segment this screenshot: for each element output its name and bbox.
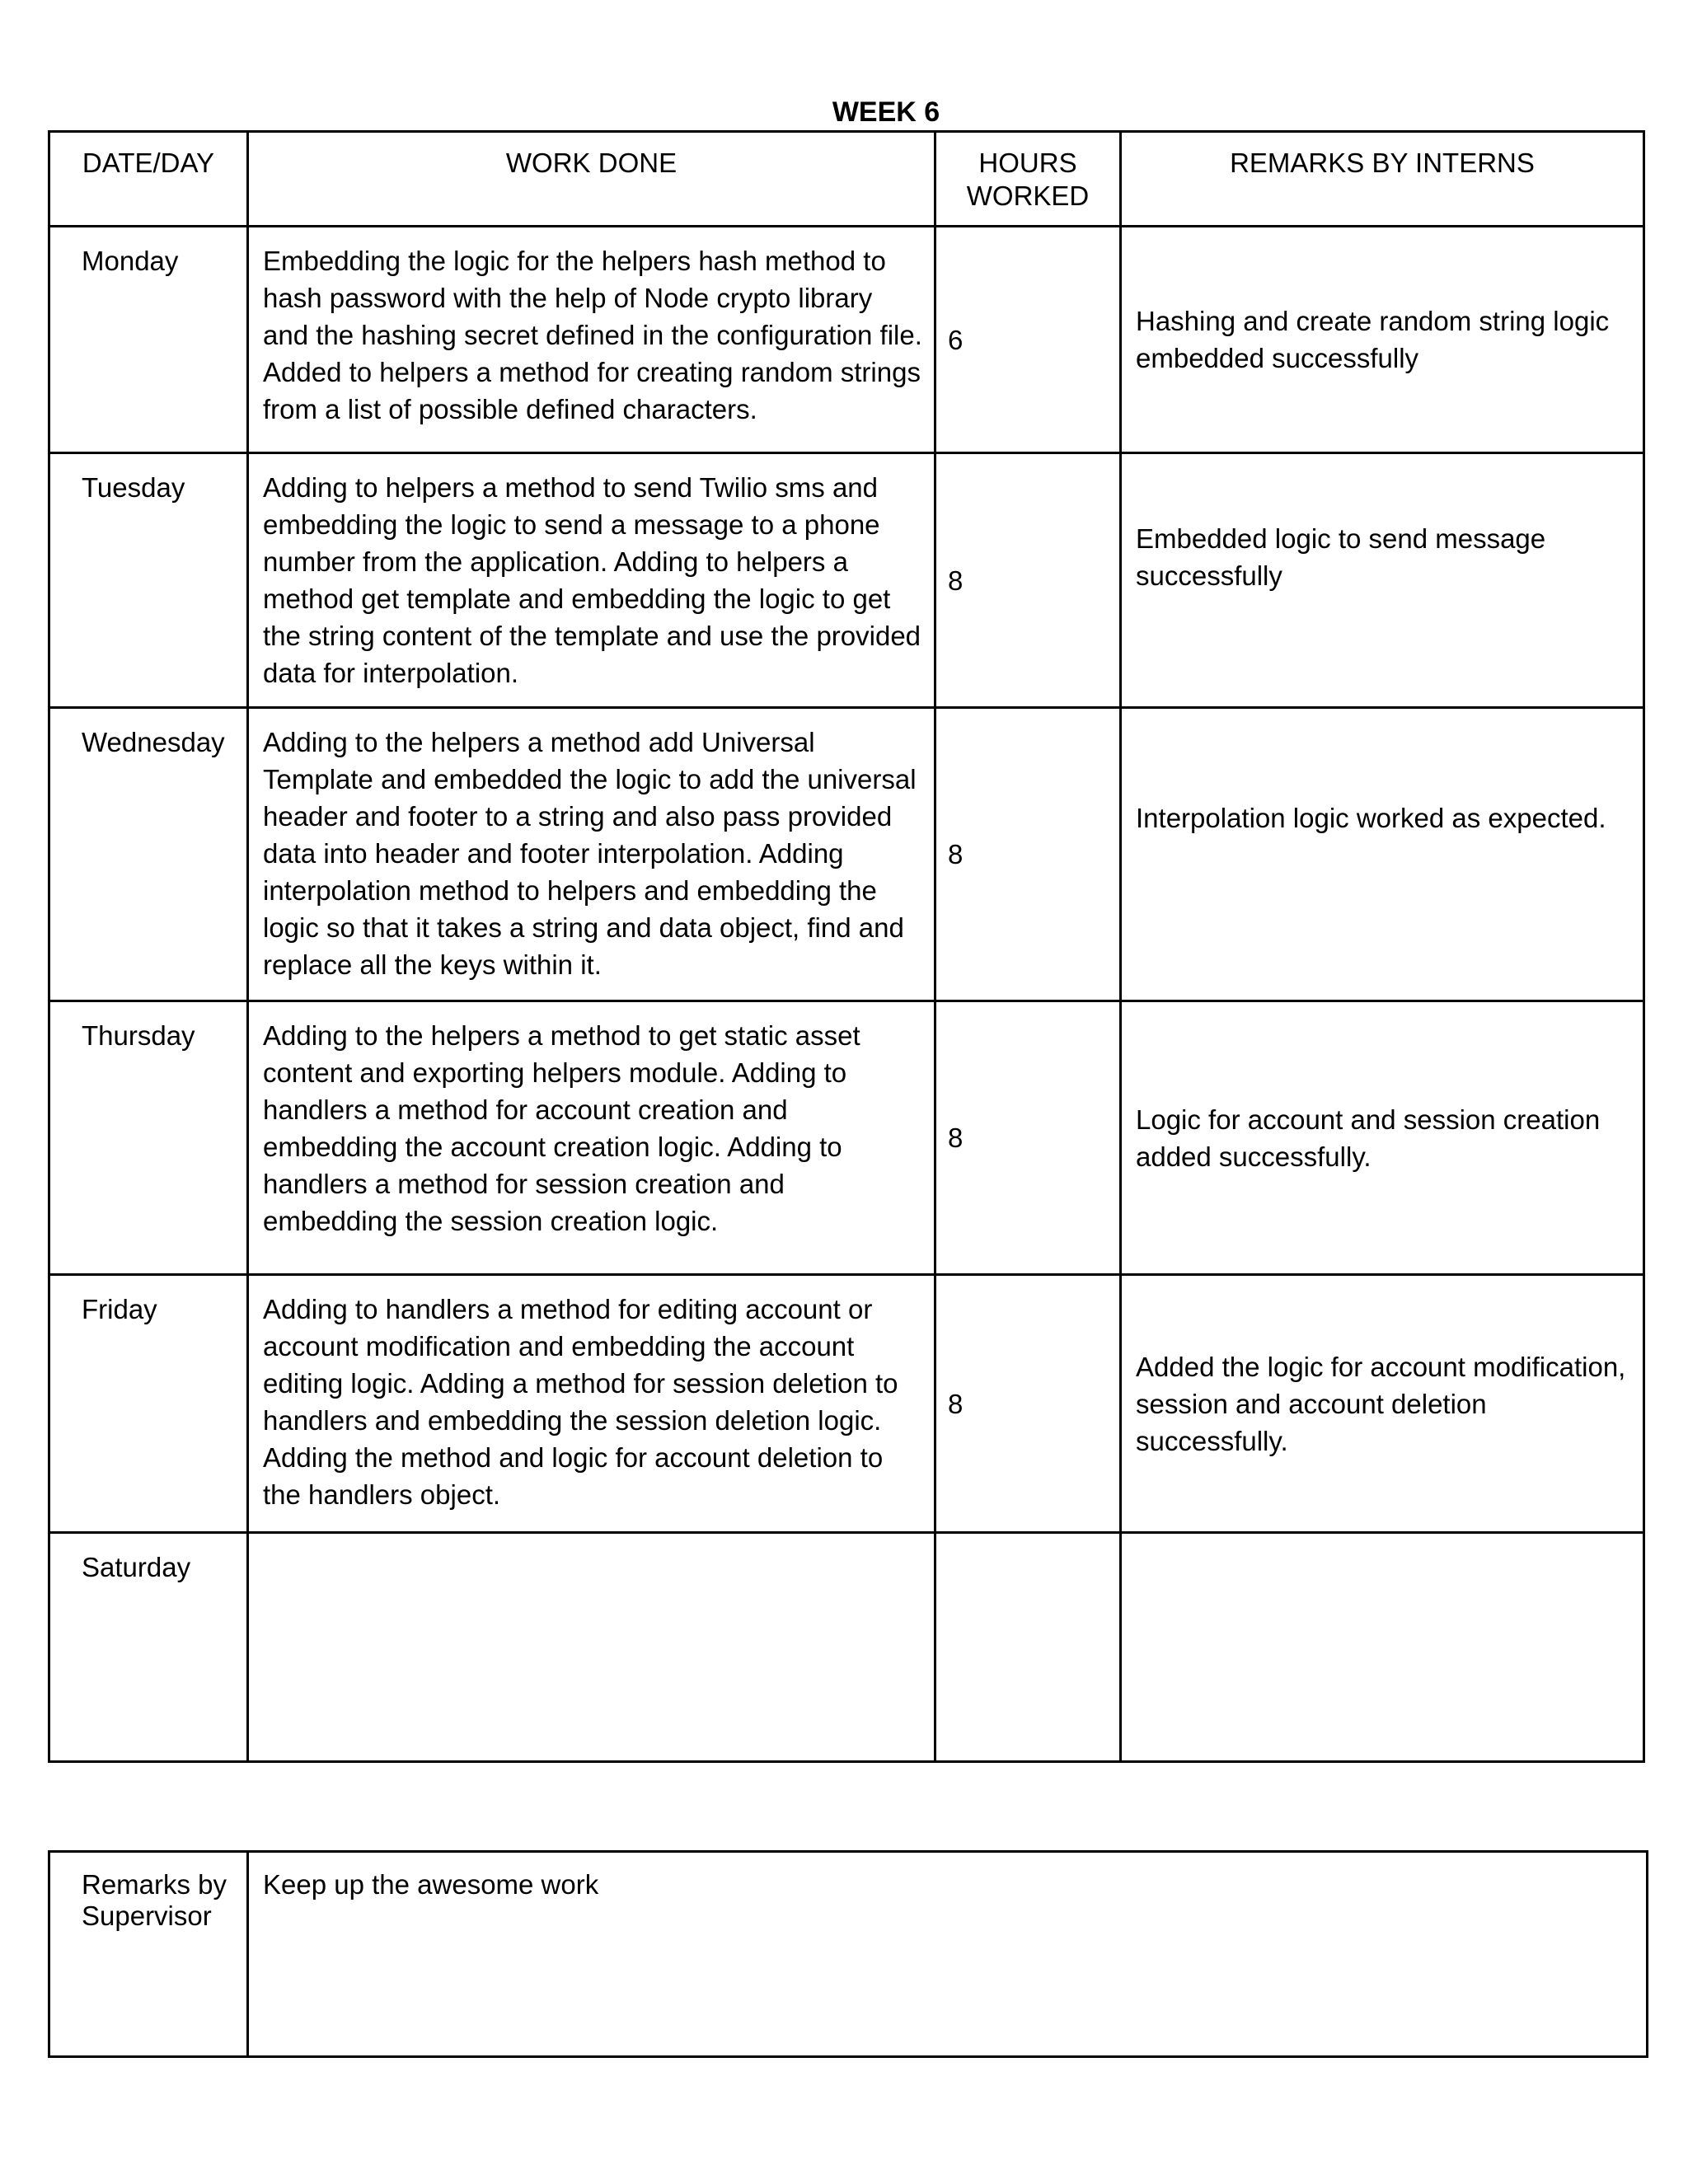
remarks-cell: Added the logic for account modification, session and account deletion successfully.	[1121, 1275, 1644, 1533]
supervisor-row	[49, 1852, 1648, 2057]
day-cell: Thursday	[49, 1001, 248, 1275]
work-done-cell: Adding to helpers a method to send Twilio sms and embedding the logic to send a message to a phone number from the application. Adding to helpers a method get template and embedding the logic to get the string content of the template and use the provided data for interpolation.	[248, 453, 935, 708]
weekly-log-table	[48, 130, 1645, 1763]
remarks-cell: Interpolation logic worked as expected.	[1121, 708, 1644, 1001]
table-row	[49, 453, 1644, 708]
supervisor-remarks-table	[48, 1850, 1648, 2058]
work-done-cell: Adding to handlers a method for editing account or account modification and embedding the account editing logic. Adding a method for session deletion to handlers and embedding the session deletion logic. Adding the method and logic for account deletion to the handlers object.	[248, 1275, 935, 1533]
table-header-row	[49, 132, 1644, 227]
table-row	[49, 1275, 1644, 1533]
header-work-done: WORK DONE	[248, 132, 935, 227]
hours-cell: 8	[935, 453, 1121, 708]
day-cell: Friday	[49, 1275, 248, 1533]
hours-cell: 8	[935, 1001, 1121, 1275]
day-cell: Saturday	[49, 1533, 248, 1762]
header-hours-worked: HOURS WORKED	[935, 132, 1121, 227]
day-cell: Tuesday	[49, 453, 248, 708]
remarks-cell: Embedded logic to send message successfully	[1121, 453, 1644, 708]
day-cell: Monday	[49, 227, 248, 453]
work-done-cell: Adding to the helpers a method add Universal Template and embedded the logic to add the universal header and footer to a string and also pass provided data into header and footer interpolation. Adding interpolation method to helpers and embedding the logic so that it takes a string and data object, find and replace all the keys within it.	[248, 708, 935, 1001]
hours-cell: 6	[935, 227, 1121, 453]
remarks-cell: Logic for account and session creation added successfully.	[1121, 1001, 1644, 1275]
supervisor-label: Remarks by Supervisor	[49, 1852, 248, 2057]
table-row	[49, 1001, 1644, 1275]
remarks-cell: Hashing and create random string logic embedded successfully	[1121, 227, 1644, 453]
work-done-cell: Adding to the helpers a method to get static asset content and exporting helpers module. Adding to handlers a method for account creation and embedding the account creation logic. Adding to handlers a method for session creation and embedding the session creation logic.	[248, 1001, 935, 1275]
header-remarks-by-interns: REMARKS BY INTERNS	[1121, 132, 1644, 227]
header-date-day: DATE/DAY	[49, 132, 248, 227]
work-done-cell: Embedding the logic for the helpers hash method to hash password with the help of Node crypto library and the hashing secret defined in the configuration file. Added to helpers a method for creating random strings from a list of possible defined characters.	[248, 227, 935, 453]
table-row	[49, 1533, 1644, 1762]
page-title: WEEK 6	[832, 96, 940, 128]
table-row	[49, 708, 1644, 1001]
work-done-cell	[248, 1533, 935, 1762]
remarks-cell	[1121, 1533, 1644, 1762]
hours-cell	[935, 1533, 1121, 1762]
hours-cell: 8	[935, 1275, 1121, 1533]
day-cell: Wednesday	[49, 708, 248, 1001]
hours-cell: 8	[935, 708, 1121, 1001]
supervisor-remarks: Keep up the awesome work	[248, 1852, 1648, 2057]
table-row	[49, 227, 1644, 453]
